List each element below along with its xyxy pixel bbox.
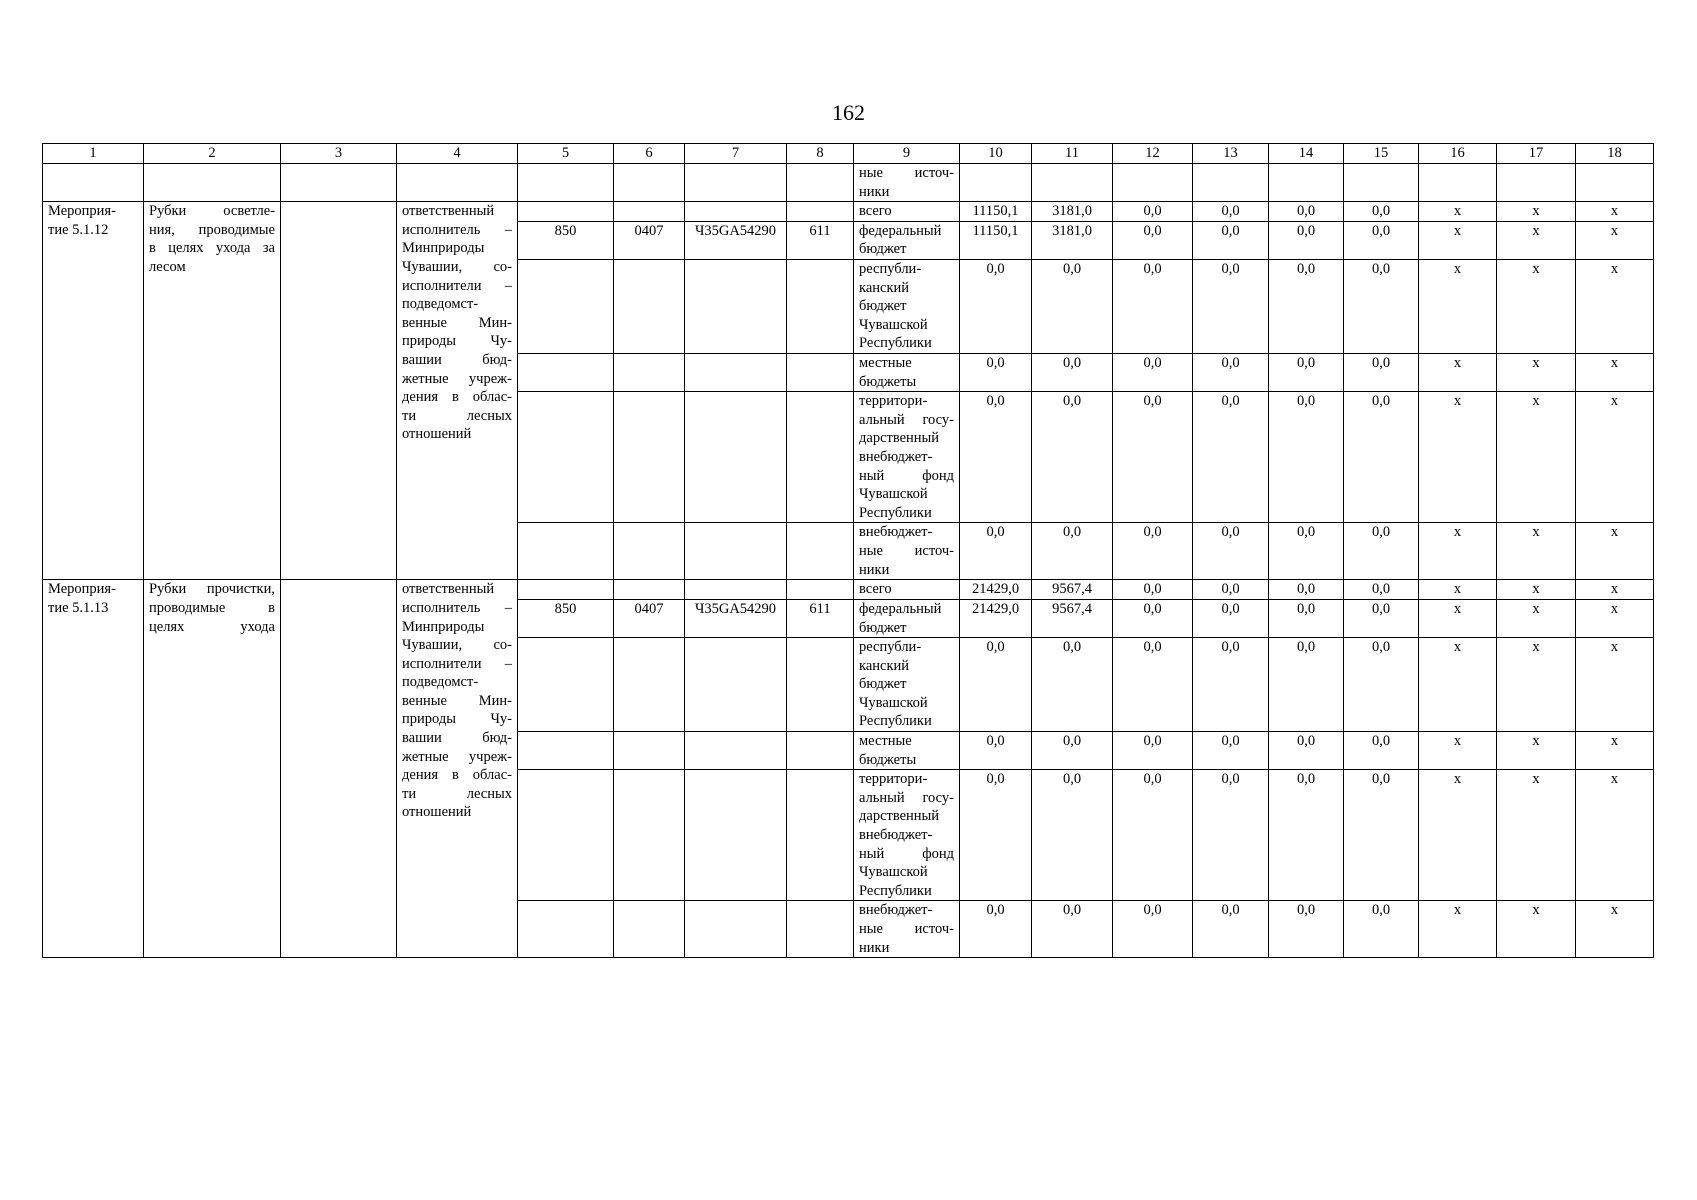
measure-name-cell bbox=[144, 580, 281, 958]
empty-cell bbox=[281, 202, 397, 580]
value-cell: 0,0 bbox=[1269, 599, 1344, 637]
value-cell: 0,0 bbox=[1193, 523, 1269, 580]
value-cell: x bbox=[1497, 353, 1576, 391]
gr-code-cell bbox=[518, 901, 614, 958]
continuation-row bbox=[43, 164, 1654, 202]
value-cell: 0,0 bbox=[1032, 770, 1113, 901]
gr-code-cell: 850 bbox=[518, 599, 614, 637]
expense-type-cell bbox=[787, 901, 854, 958]
value-cell: 11150,1 bbox=[960, 202, 1032, 222]
target-code-cell bbox=[685, 732, 787, 770]
source-cell-line: бюджет bbox=[859, 676, 907, 693]
value-cell: x bbox=[1576, 638, 1654, 732]
empty-cell bbox=[960, 164, 1032, 202]
measure-id-cell bbox=[43, 580, 144, 958]
value-cell: 0,0 bbox=[1344, 901, 1419, 958]
source-cell-line: Республики bbox=[859, 504, 932, 521]
measure-name-cell-line: Рубки прочистки, bbox=[149, 581, 275, 598]
value-cell: 0,0 bbox=[960, 770, 1032, 901]
source-cell-line: местные bbox=[859, 354, 912, 371]
source-cell-line: Чувашской bbox=[859, 316, 928, 333]
source-cell-line: бюджет bbox=[859, 619, 907, 636]
value-cell: 0,0 bbox=[1193, 580, 1269, 600]
column-header: 6 bbox=[614, 144, 685, 164]
value-cell: x bbox=[1419, 580, 1497, 600]
gr-code-cell: 850 bbox=[518, 221, 614, 259]
value-cell: 0,0 bbox=[1113, 770, 1193, 901]
empty-cell bbox=[43, 164, 144, 202]
column-header: 12 bbox=[1113, 144, 1193, 164]
source-cell bbox=[854, 353, 960, 391]
target-code-cell bbox=[685, 580, 787, 600]
target-code-cell bbox=[685, 523, 787, 580]
value-cell: x bbox=[1576, 202, 1654, 222]
value-cell: 0,0 bbox=[1344, 638, 1419, 732]
executor-cell bbox=[397, 580, 518, 958]
section-code-cell bbox=[614, 392, 685, 523]
value-cell: 0,0 bbox=[1113, 732, 1193, 770]
value-cell: 0,0 bbox=[1344, 259, 1419, 353]
value-cell: 0,0 bbox=[1344, 523, 1419, 580]
section-code-cell bbox=[614, 732, 685, 770]
value-cell: 0,0 bbox=[1113, 580, 1193, 600]
expense-type-cell bbox=[787, 580, 854, 600]
target-code-cell bbox=[685, 392, 787, 523]
value-cell: 3181,0 bbox=[1032, 221, 1113, 259]
value-cell: 11150,1 bbox=[960, 221, 1032, 259]
value-cell: x bbox=[1576, 221, 1654, 259]
source-cell-line: внебюджет- bbox=[859, 827, 933, 844]
column-header: 8 bbox=[787, 144, 854, 164]
section-code-cell: 0407 bbox=[614, 221, 685, 259]
column-header: 16 bbox=[1419, 144, 1497, 164]
executor-cell-line: исполнители – bbox=[402, 655, 512, 672]
target-code-cell bbox=[685, 202, 787, 222]
value-cell: x bbox=[1497, 580, 1576, 600]
empty-cell bbox=[281, 164, 397, 202]
empty-cell bbox=[685, 164, 787, 202]
source-cell-line: бюджеты bbox=[859, 751, 917, 768]
value-cell: 0,0 bbox=[1113, 259, 1193, 353]
value-cell: 21429,0 bbox=[960, 580, 1032, 600]
executor-cell-line: вашии бюд- bbox=[402, 730, 512, 747]
executor-cell-line: ответственный bbox=[402, 581, 495, 598]
empty-cell bbox=[397, 164, 518, 202]
expense-type-cell: 611 bbox=[787, 221, 854, 259]
empty-cell bbox=[614, 164, 685, 202]
source-cell-line: дарственный bbox=[859, 808, 940, 825]
value-cell: x bbox=[1497, 599, 1576, 637]
value-cell: 0,0 bbox=[1113, 353, 1193, 391]
target-code-cell: Ч35GA54290 bbox=[685, 221, 787, 259]
measure-name-cell-line: целях ухода bbox=[149, 618, 275, 635]
value-cell: 0,0 bbox=[1269, 638, 1344, 732]
executor-cell-line: отношений bbox=[402, 804, 472, 821]
table-row bbox=[43, 580, 1654, 600]
expense-type-cell bbox=[787, 523, 854, 580]
value-cell: x bbox=[1497, 770, 1576, 901]
measure-id-cell-line: тие 5.1.12 bbox=[48, 221, 109, 238]
expense-type-cell bbox=[787, 732, 854, 770]
value-cell: x bbox=[1419, 638, 1497, 732]
value-cell: 0,0 bbox=[1269, 770, 1344, 901]
target-code-cell bbox=[685, 638, 787, 732]
empty-cell bbox=[1344, 164, 1419, 202]
measure-id-cell-line: Мероприя- bbox=[48, 203, 116, 220]
value-cell: 0,0 bbox=[1193, 353, 1269, 391]
value-cell: 0,0 bbox=[1113, 901, 1193, 958]
source-cell bbox=[854, 599, 960, 637]
value-cell: 0,0 bbox=[1193, 599, 1269, 637]
column-header: 10 bbox=[960, 144, 1032, 164]
source-cell-line: ные источ- bbox=[859, 921, 954, 938]
value-cell: 9567,4 bbox=[1032, 599, 1113, 637]
value-cell: 0,0 bbox=[1269, 901, 1344, 958]
empty-cell bbox=[281, 580, 397, 958]
gr-code-cell bbox=[518, 638, 614, 732]
value-cell: x bbox=[1497, 259, 1576, 353]
value-cell: 0,0 bbox=[1344, 599, 1419, 637]
executor-cell-line: ответственный bbox=[402, 203, 495, 220]
value-cell: 0,0 bbox=[1269, 580, 1344, 600]
source-cell-line: ники bbox=[859, 939, 890, 956]
value-cell: x bbox=[1576, 599, 1654, 637]
section-code-cell: 0407 bbox=[614, 599, 685, 637]
value-cell: 0,0 bbox=[960, 392, 1032, 523]
source-cell bbox=[854, 732, 960, 770]
column-header: 5 bbox=[518, 144, 614, 164]
empty-cell bbox=[1193, 164, 1269, 202]
value-cell: x bbox=[1497, 901, 1576, 958]
value-cell: x bbox=[1497, 638, 1576, 732]
value-cell: x bbox=[1419, 221, 1497, 259]
value-cell: 0,0 bbox=[1269, 202, 1344, 222]
column-header: 18 bbox=[1576, 144, 1654, 164]
target-code-cell bbox=[685, 770, 787, 901]
value-cell: 0,0 bbox=[1032, 523, 1113, 580]
value-cell: 0,0 bbox=[1193, 392, 1269, 523]
executor-cell-line: Чувашии, со- bbox=[402, 258, 512, 275]
value-cell: 0,0 bbox=[1344, 732, 1419, 770]
expense-type-cell bbox=[787, 259, 854, 353]
value-cell: 0,0 bbox=[960, 638, 1032, 732]
expense-type-cell bbox=[787, 392, 854, 523]
source-cell-line: ники bbox=[859, 183, 890, 200]
gr-code-cell bbox=[518, 770, 614, 901]
source-cell-line: ные источ- bbox=[859, 165, 954, 181]
source-cell-line: бюджеты bbox=[859, 373, 917, 390]
value-cell: x bbox=[1419, 392, 1497, 523]
value-cell: 3181,0 bbox=[1032, 202, 1113, 222]
empty-cell bbox=[1576, 164, 1654, 202]
column-header: 3 bbox=[281, 144, 397, 164]
executor-cell-line: ти лесных bbox=[402, 407, 512, 424]
value-cell: 9567,4 bbox=[1032, 580, 1113, 600]
column-header: 7 bbox=[685, 144, 787, 164]
value-cell: 0,0 bbox=[960, 901, 1032, 958]
executor-cell-line: венные Мин- bbox=[402, 692, 512, 709]
column-header: 13 bbox=[1193, 144, 1269, 164]
value-cell: x bbox=[1576, 580, 1654, 600]
column-header: 17 bbox=[1497, 144, 1576, 164]
measure-id-cell bbox=[43, 202, 144, 580]
source-cell bbox=[854, 770, 960, 901]
source-cell-line: Республики bbox=[859, 882, 932, 899]
column-header: 9 bbox=[854, 144, 960, 164]
executor-cell-line: ти лесных bbox=[402, 785, 512, 802]
value-cell: x bbox=[1576, 392, 1654, 523]
value-cell: 0,0 bbox=[1344, 221, 1419, 259]
source-cell-line: Республики bbox=[859, 713, 932, 730]
value-cell: 0,0 bbox=[1193, 770, 1269, 901]
value-cell: x bbox=[1419, 353, 1497, 391]
target-code-cell bbox=[685, 901, 787, 958]
value-cell: x bbox=[1576, 353, 1654, 391]
value-cell: 0,0 bbox=[1032, 353, 1113, 391]
empty-cell bbox=[1269, 164, 1344, 202]
source-cell-line: территори- bbox=[859, 393, 928, 410]
target-code-cell: Ч35GA54290 bbox=[685, 599, 787, 637]
value-cell: 0,0 bbox=[1269, 732, 1344, 770]
section-code-cell bbox=[614, 770, 685, 901]
value-cell: 0,0 bbox=[1113, 523, 1193, 580]
source-cell bbox=[854, 901, 960, 958]
value-cell: 0,0 bbox=[1193, 221, 1269, 259]
executor-cell-line: Минприроды bbox=[402, 618, 485, 635]
source-cell-line: ный фонд bbox=[859, 467, 954, 484]
executor-cell-line: исполнители – bbox=[402, 277, 512, 294]
section-code-cell bbox=[614, 901, 685, 958]
executor-cell-line: подведомст- bbox=[402, 674, 479, 691]
value-cell: 0,0 bbox=[1193, 259, 1269, 353]
source-cell-line: канский bbox=[859, 657, 910, 674]
value-cell: x bbox=[1419, 901, 1497, 958]
section-code-cell bbox=[614, 259, 685, 353]
executor-cell-line: дения в облас- bbox=[402, 767, 512, 784]
source-cell bbox=[854, 523, 960, 580]
value-cell: x bbox=[1419, 259, 1497, 353]
executor-cell-line: природы Чу- bbox=[402, 333, 512, 350]
column-header: 1 bbox=[43, 144, 144, 164]
source-cell-line: федеральный bbox=[859, 222, 942, 239]
measure-name-cell bbox=[144, 202, 281, 580]
budget-table bbox=[42, 143, 1654, 958]
value-cell: x bbox=[1576, 259, 1654, 353]
source-cell bbox=[854, 164, 960, 202]
value-cell: 0,0 bbox=[1344, 392, 1419, 523]
executor-cell-line: венные Мин- bbox=[402, 314, 512, 331]
source-cell bbox=[854, 580, 960, 600]
table-row bbox=[43, 202, 1654, 222]
executor-cell-line: Чувашии, со- bbox=[402, 637, 512, 654]
value-cell: x bbox=[1497, 523, 1576, 580]
gr-code-cell bbox=[518, 392, 614, 523]
value-cell: 0,0 bbox=[960, 259, 1032, 353]
value-cell: x bbox=[1497, 392, 1576, 523]
executor-cell-line: природы Чу- bbox=[402, 711, 512, 728]
value-cell: 0,0 bbox=[1032, 732, 1113, 770]
source-cell-line: бюджет bbox=[859, 298, 907, 315]
source-cell-line: внебюджет- bbox=[859, 902, 933, 919]
value-cell: x bbox=[1576, 770, 1654, 901]
source-cell-line: местные bbox=[859, 733, 912, 750]
column-header: 15 bbox=[1344, 144, 1419, 164]
value-cell: x bbox=[1497, 202, 1576, 222]
measure-name-cell-line: Рубки осветле- bbox=[149, 203, 275, 220]
value-cell: 0,0 bbox=[1269, 259, 1344, 353]
value-cell: 0,0 bbox=[1344, 202, 1419, 222]
executor-cell-line: дения в облас- bbox=[402, 389, 512, 406]
section-code-cell bbox=[614, 202, 685, 222]
empty-cell bbox=[1113, 164, 1193, 202]
value-cell: 0,0 bbox=[1113, 221, 1193, 259]
source-cell-line: территори- bbox=[859, 771, 928, 788]
value-cell: 0,0 bbox=[1032, 392, 1113, 523]
value-cell: 0,0 bbox=[960, 523, 1032, 580]
source-cell-line: Чувашской bbox=[859, 864, 928, 881]
executor-cell-line: подведомст- bbox=[402, 296, 479, 313]
value-cell: 0,0 bbox=[1193, 638, 1269, 732]
empty-cell bbox=[1032, 164, 1113, 202]
value-cell: x bbox=[1576, 901, 1654, 958]
value-cell: x bbox=[1419, 202, 1497, 222]
measure-name-cell-line: проводимые в bbox=[149, 599, 275, 616]
expense-type-cell: 611 bbox=[787, 599, 854, 637]
column-header: 14 bbox=[1269, 144, 1344, 164]
executor-cell bbox=[397, 202, 518, 580]
executor-cell-line: отношений bbox=[402, 426, 472, 443]
source-cell bbox=[854, 221, 960, 259]
column-header: 2 bbox=[144, 144, 281, 164]
target-code-cell bbox=[685, 259, 787, 353]
value-cell: 0,0 bbox=[1032, 901, 1113, 958]
value-cell: 0,0 bbox=[1193, 901, 1269, 958]
source-cell bbox=[854, 638, 960, 732]
column-header: 11 bbox=[1032, 144, 1113, 164]
value-cell: 0,0 bbox=[1113, 392, 1193, 523]
expense-type-cell bbox=[787, 353, 854, 391]
value-cell: 0,0 bbox=[1032, 638, 1113, 732]
section-code-cell bbox=[614, 580, 685, 600]
measure-name-cell-line: лесом bbox=[149, 258, 186, 275]
value-cell: 0,0 bbox=[1193, 732, 1269, 770]
value-cell: 0,0 bbox=[1113, 599, 1193, 637]
section-code-cell bbox=[614, 523, 685, 580]
value-cell: 0,0 bbox=[1193, 202, 1269, 222]
value-cell: 0,0 bbox=[960, 732, 1032, 770]
source-cell bbox=[854, 202, 960, 222]
value-cell: 0,0 bbox=[1113, 202, 1193, 222]
gr-code-cell bbox=[518, 732, 614, 770]
value-cell: 0,0 bbox=[1032, 259, 1113, 353]
source-cell-line: Чувашской bbox=[859, 694, 928, 711]
gr-code-cell bbox=[518, 580, 614, 600]
value-cell: x bbox=[1497, 732, 1576, 770]
gr-code-cell bbox=[518, 353, 614, 391]
source-cell-line: канский bbox=[859, 279, 910, 296]
gr-code-cell bbox=[518, 523, 614, 580]
measure-id-cell-line: Мероприя- bbox=[48, 581, 116, 598]
executor-cell-line: жетные учреж- bbox=[402, 748, 512, 765]
measure-id-cell-line: тие 5.1.13 bbox=[48, 599, 109, 616]
source-cell-line: федеральный bbox=[859, 600, 942, 617]
section-code-cell bbox=[614, 638, 685, 732]
source-cell-line: дарственный bbox=[859, 430, 940, 447]
measure-name-cell-line: ния, проводимые bbox=[149, 221, 275, 238]
column-header: 4 bbox=[397, 144, 518, 164]
value-cell: 0,0 bbox=[1269, 221, 1344, 259]
value-cell: x bbox=[1419, 599, 1497, 637]
executor-cell-line: вашии бюд- bbox=[402, 351, 512, 368]
value-cell: 21429,0 bbox=[960, 599, 1032, 637]
source-cell-line: республи- bbox=[859, 639, 922, 656]
value-cell: x bbox=[1419, 523, 1497, 580]
value-cell: x bbox=[1497, 221, 1576, 259]
value-cell: 0,0 bbox=[1344, 580, 1419, 600]
empty-cell bbox=[1497, 164, 1576, 202]
expense-type-cell bbox=[787, 202, 854, 222]
column-number-row bbox=[43, 144, 1654, 164]
source-cell-line: внебюджет- bbox=[859, 524, 933, 541]
page-number: 162 bbox=[832, 100, 865, 125]
target-code-cell bbox=[685, 353, 787, 391]
gr-code-cell bbox=[518, 202, 614, 222]
value-cell: 0,0 bbox=[1344, 770, 1419, 901]
source-cell-line: республи- bbox=[859, 260, 922, 277]
source-cell bbox=[854, 392, 960, 523]
value-cell: x bbox=[1419, 732, 1497, 770]
empty-cell bbox=[787, 164, 854, 202]
expense-type-cell bbox=[787, 770, 854, 901]
value-cell: 0,0 bbox=[1269, 392, 1344, 523]
source-cell-line: Чувашской bbox=[859, 486, 928, 503]
value-cell: 0,0 bbox=[1344, 353, 1419, 391]
source-cell-line: бюджет bbox=[859, 241, 907, 258]
source-cell-line: всего bbox=[859, 203, 892, 220]
source-cell bbox=[854, 259, 960, 353]
executor-cell-line: Минприроды bbox=[402, 240, 485, 257]
value-cell: 0,0 bbox=[1269, 353, 1344, 391]
value-cell: x bbox=[1419, 770, 1497, 901]
empty-cell bbox=[518, 164, 614, 202]
source-cell-line: всего bbox=[859, 581, 892, 598]
executor-cell-line: жетные учреж- bbox=[402, 370, 512, 387]
empty-cell bbox=[144, 164, 281, 202]
source-cell-line: ный фонд bbox=[859, 845, 954, 862]
source-cell-line: Республики bbox=[859, 335, 932, 352]
measure-name-cell-line: в целях ухода за bbox=[149, 240, 275, 257]
section-code-cell bbox=[614, 353, 685, 391]
empty-cell bbox=[1419, 164, 1497, 202]
expense-type-cell bbox=[787, 638, 854, 732]
source-cell-line: альный госу- bbox=[859, 411, 954, 428]
value-cell: x bbox=[1576, 732, 1654, 770]
source-cell-line: ники bbox=[859, 561, 890, 578]
executor-cell-line: исполнитель – bbox=[402, 221, 512, 238]
gr-code-cell bbox=[518, 259, 614, 353]
source-cell-line: альный госу- bbox=[859, 789, 954, 806]
executor-cell-line: исполнитель – bbox=[402, 599, 512, 616]
value-cell: 0,0 bbox=[1113, 638, 1193, 732]
source-cell-line: внебюджет- bbox=[859, 448, 933, 465]
value-cell: x bbox=[1576, 523, 1654, 580]
value-cell: 0,0 bbox=[960, 353, 1032, 391]
source-cell-line: ные источ- bbox=[859, 542, 954, 559]
value-cell: 0,0 bbox=[1269, 523, 1344, 580]
